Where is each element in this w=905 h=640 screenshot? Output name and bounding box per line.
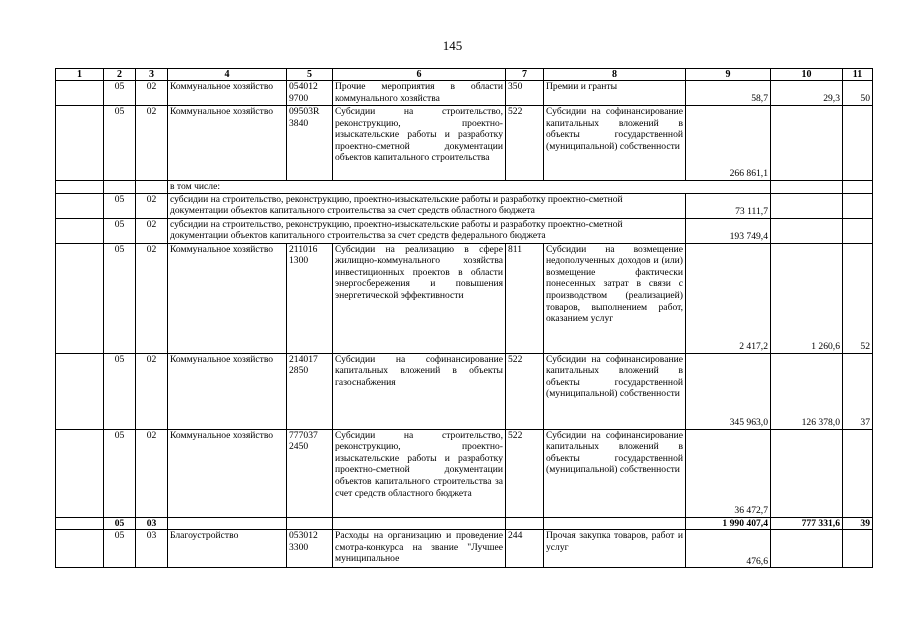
total-amount-cell: 777 331,6 [771, 517, 843, 530]
table-row [56, 429, 873, 517]
header-row [56, 69, 873, 81]
description-cell: субсидии на строительство, реконструкцию, проектно-изыскательские работы и разработку проектно-сметной документации объектов капитального строительства за счет средств федерального бюджета [168, 218, 686, 243]
section-cell: 05 [104, 517, 136, 530]
amount-cell: 476,6 [686, 530, 771, 568]
page-number: 145 [442, 38, 463, 53]
name-cell: Коммунальное хозяйство [168, 106, 287, 181]
type-code-cell: 811 [506, 243, 544, 353]
percent-cell [843, 429, 873, 517]
percent-cell [843, 106, 873, 181]
col-header: 1 [56, 69, 104, 81]
description-cell: Прочие мероприятия в области коммунального хозяйства [333, 81, 506, 106]
section-cell: 05 [104, 429, 136, 517]
amount-cell: 2 417,2 [686, 243, 771, 353]
amount-cell [771, 429, 843, 517]
description-cell: Расходы на организацию и проведение смотра-конкурса на звание "Лучшее муниципальное [333, 530, 506, 568]
name-cell: Коммунальное хозяйство [168, 243, 287, 353]
table-row [56, 218, 873, 243]
table-row [56, 353, 873, 429]
type-name-cell: Субсидии на софинансирование капитальных вложений в объекты государственной (муниципальной) собственности [544, 429, 686, 517]
type-name-cell: Субсидии на возмещение недополученных доходов и (или) возмещение фактически понесенных затрат в связи с производством (реализацией) товаров, выполнением работ, оказанием услуг [544, 243, 686, 353]
type-code-cell: 350 [506, 81, 544, 106]
type-code-cell: 522 [506, 353, 544, 429]
col-header: 4 [168, 69, 287, 81]
type-code-cell: 522 [506, 106, 544, 181]
type-code-cell: 244 [506, 530, 544, 568]
subsection-cell: 02 [136, 429, 168, 517]
subtotal-label: в том числе: [168, 181, 771, 194]
description-cell: Субсидии на софинансирование капитальных вложений в объекты газоснабжения [333, 353, 506, 429]
total-amount-cell: 1 990 407,4 [686, 517, 771, 530]
code-cell: 211016 1300 [287, 243, 333, 353]
description-cell: Субсидии на строительство, реконструкцию, проектно-изыскательские работы и разработку проектно-сметной документации объектов капитального строительства [333, 106, 506, 181]
name-cell: Коммунальное хозяйство [168, 353, 287, 429]
subsection-cell: 02 [136, 218, 168, 243]
table-row [56, 81, 873, 106]
table-row [56, 530, 873, 568]
amount-cell: 58,7 [686, 81, 771, 106]
amount-cell: 73 111,7 [686, 193, 771, 218]
percent-cell: 52 [843, 243, 873, 353]
table-row [56, 193, 873, 218]
table-row [56, 181, 873, 194]
name-cell: Коммунальное хозяйство [168, 81, 287, 106]
amount-cell: 29,3 [771, 81, 843, 106]
amount-cell: 345 963,0 [686, 353, 771, 429]
amount-cell: 126 378,0 [771, 353, 843, 429]
section-cell: 05 [104, 530, 136, 568]
col-header: 11 [843, 69, 873, 81]
col-header: 7 [506, 69, 544, 81]
subsection-cell: 02 [136, 81, 168, 106]
type-name-cell: Субсидии на софинансирование капитальных вложений в объекты государственной (муниципальной) собственности [544, 106, 686, 181]
name-cell: Коммунальное хозяйство [168, 429, 287, 517]
amount-cell: 1 260,6 [771, 243, 843, 353]
col-header: 5 [287, 69, 333, 81]
subsection-cell: 02 [136, 193, 168, 218]
description-cell: субсидии на строительство, реконструкцию, проектно-изыскательские работы и разработку проектно-сметной документации объектов капитального строительства за счет средств областного бюджета [168, 193, 686, 218]
subsection-cell: 02 [136, 243, 168, 353]
col-header: 10 [771, 69, 843, 81]
subsection-cell: 02 [136, 106, 168, 181]
section-cell: 05 [104, 193, 136, 218]
table-row [56, 243, 873, 353]
code-cell: 09503R 3840 [287, 106, 333, 181]
code-cell: 777037 2450 [287, 429, 333, 517]
type-name-cell: Премии и гранты [544, 81, 686, 106]
section-cell: 05 [104, 218, 136, 243]
col-header: 3 [136, 69, 168, 81]
code-cell: 214017 2850 [287, 353, 333, 429]
amount-cell: 193 749,4 [686, 218, 771, 243]
section-cell: 05 [104, 106, 136, 181]
table-row [56, 517, 873, 530]
percent-cell: 50 [843, 81, 873, 106]
col-header: 9 [686, 69, 771, 81]
budget-table [55, 68, 873, 568]
percent-cell [843, 530, 873, 568]
type-name-cell: Прочая закупка товаров, работ и услуг [544, 530, 686, 568]
percent-cell: 37 [843, 353, 873, 429]
amount-cell [771, 106, 843, 181]
subsection-cell: 02 [136, 353, 168, 429]
subsection-cell: 03 [136, 517, 168, 530]
total-percent-cell: 39 [843, 517, 873, 530]
section-cell: 05 [104, 353, 136, 429]
description-cell: Субсидии на реализацию в сфере жилищно-коммунального хозяйства инвестиционных проектов в области энергосбережения и повышения энергетической эффективности [333, 243, 506, 353]
code-cell: 053012 3300 [287, 530, 333, 568]
col-header: 6 [333, 69, 506, 81]
type-name-cell: Субсидии на софинансирование капитальных вложений в объекты государственной (муниципальной) собственности [544, 353, 686, 429]
subsection-cell: 03 [136, 530, 168, 568]
description-cell: Субсидии на строительство, реконструкцию, проектно-изыскательские работы и разработку проектно-сметной документации объектов капитального строительства за счет средств областного бюджета [333, 429, 506, 517]
col-header: 2 [104, 69, 136, 81]
name-cell: Благоустройство [168, 530, 287, 568]
table-row [56, 106, 873, 181]
section-cell: 05 [104, 81, 136, 106]
code-cell: 054012 9700 [287, 81, 333, 106]
amount-cell: 266 861,1 [686, 106, 771, 181]
amount-cell [771, 530, 843, 568]
type-code-cell: 522 [506, 429, 544, 517]
section-cell: 05 [104, 243, 136, 353]
col-header: 8 [544, 69, 686, 81]
amount-cell: 36 472,7 [686, 429, 771, 517]
